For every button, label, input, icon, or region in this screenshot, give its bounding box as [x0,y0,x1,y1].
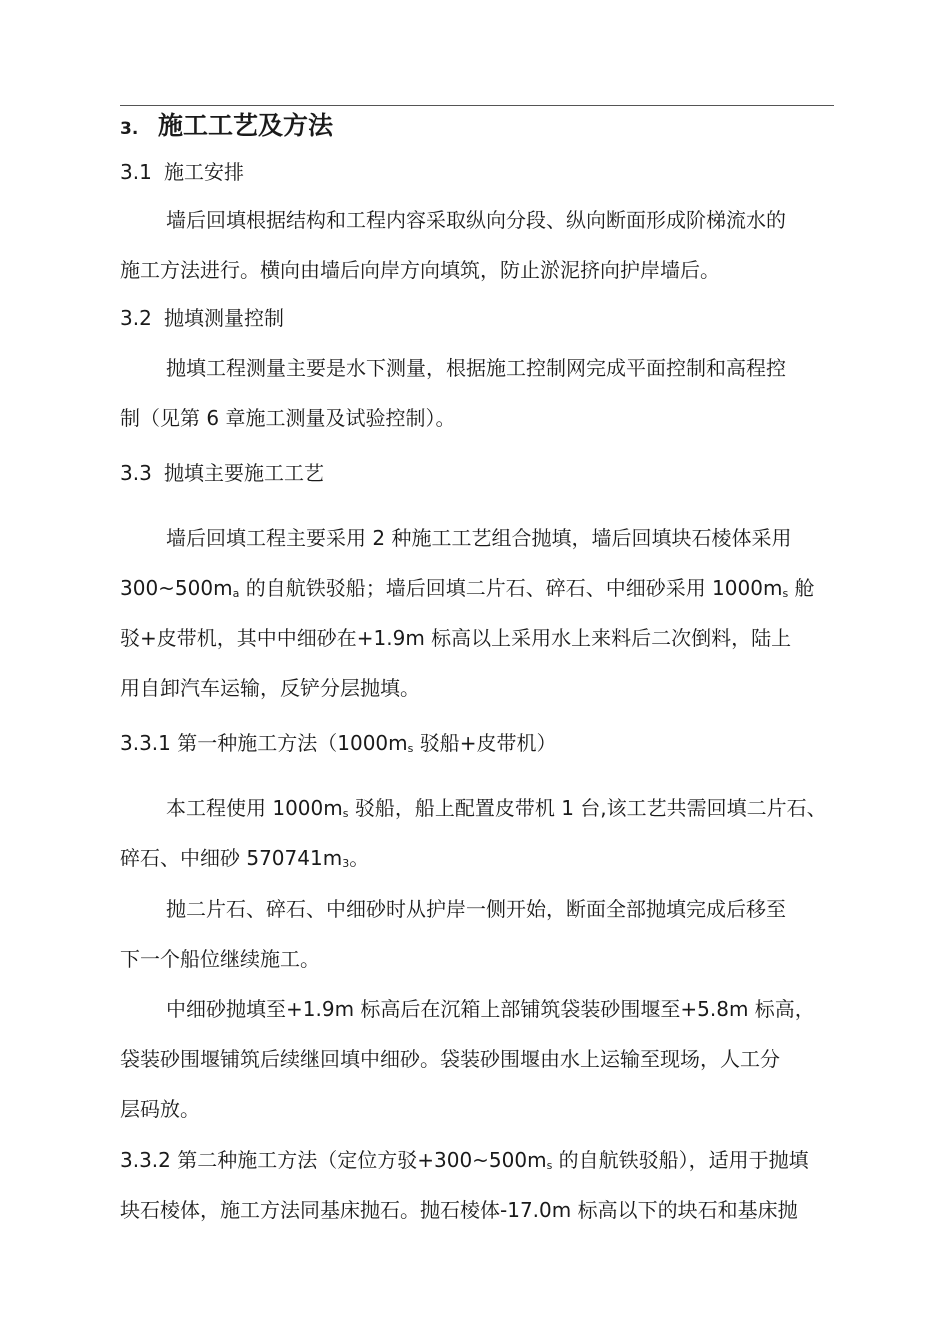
paragraph-line: 层码放。 [120,1097,200,1121]
chapter-heading [120,108,333,147]
paragraph-line: 施工方法进行。横向由墙后向岸方向填筑，防止淤泥挤向护岸墙后。 [120,258,720,282]
paragraph-line: 驳+皮带机，其中中细砂在+1.9m 标高以上采用水上来料后二次倒料，陆上 [120,626,792,650]
section-number: 3.3 [120,461,152,485]
text-run: 的自航铁驳船），适用于抛填 [552,1148,809,1172]
paragraph-line: 用自卸汽车运输，反铲分层抛填。 [120,676,420,700]
subscript: s [782,587,789,600]
paragraph-line: 抛填工程测量主要是水下测量，根据施工控制网完成平面控制和高程控 [166,356,786,380]
paragraph-line: 制（见第 6 章施工测量及试验控制）。 [120,406,456,430]
subscript: s [546,1159,553,1172]
chapter-title: 施工工艺及方法 [158,111,334,140]
text-run: 驳船，船上配置皮带机 1 台,该工艺共需回填二片石、 [348,796,827,820]
section-heading-3-2 [120,304,284,332]
subscript: s [407,742,414,755]
subsection-heading-3-3-2 [120,1146,809,1174]
text-run: 300~500m [120,576,233,600]
text-run: 驳船+皮带机） [413,731,557,755]
section-heading-3-1 [120,158,244,186]
section-heading-3-3 [120,459,324,487]
paragraph-line [166,794,827,822]
paragraph-line: 墙后回填工程主要采用 2 种施工工艺组合抛填，墙后回填块石棱体采用 [166,526,792,550]
text-run: 3.3.2 第二种施工方法（定位方驳+300~500m [120,1148,547,1172]
chapter-number: 3. [120,119,139,139]
section-number: 3.2 [120,306,152,330]
text-run: 的自航铁驳船；墙后回填二片石、碎石、中细砂采用 1000m [239,576,783,600]
text-run: 本工程使用 1000m [166,796,343,820]
section-title: 施工安排 [164,160,244,184]
text-run: 舱 [788,576,815,600]
paragraph-line: 块石棱体，施工方法同基床抛石。抛石棱体-17.0m 标高以下的块石和基床抛 [120,1198,798,1222]
paragraph-line: 抛二片石、碎石、中细砂时从护岸一侧开始，断面全部抛填完成后移至 [166,897,786,921]
paragraph-line: 下一个船位继续施工。 [120,947,320,971]
subsection-heading-3-3-1 [120,729,557,757]
section-title: 抛填主要施工工艺 [164,461,324,485]
subscript: a [232,587,240,600]
paragraph-line: 墙后回填根据结构和工程内容采取纵向分段、纵向断面形成阶梯流水的 [166,208,786,232]
text-run: 3.3.1 第一种施工方法（1000m [120,731,408,755]
text-run: 碎石、中细砂 570741m [120,846,343,870]
paragraph-line: 袋装砂围堰铺筑后续继回填中细砂。袋装砂围堰由水上运输至现场，人工分 [120,1047,780,1071]
paragraph-line [120,574,815,602]
paragraph-line: 中细砂抛填至+1.9m 标高后在沉箱上部铺筑袋装砂围堰至+5.8m 标高， [166,997,815,1021]
subscript: s [342,807,349,820]
paragraph-line [120,844,369,872]
text-run: 。 [349,846,370,870]
section-title: 抛填测量控制 [164,306,284,330]
subscript: 3 [342,857,350,870]
section-number: 3.1 [120,160,152,184]
header-rule [120,105,834,106]
